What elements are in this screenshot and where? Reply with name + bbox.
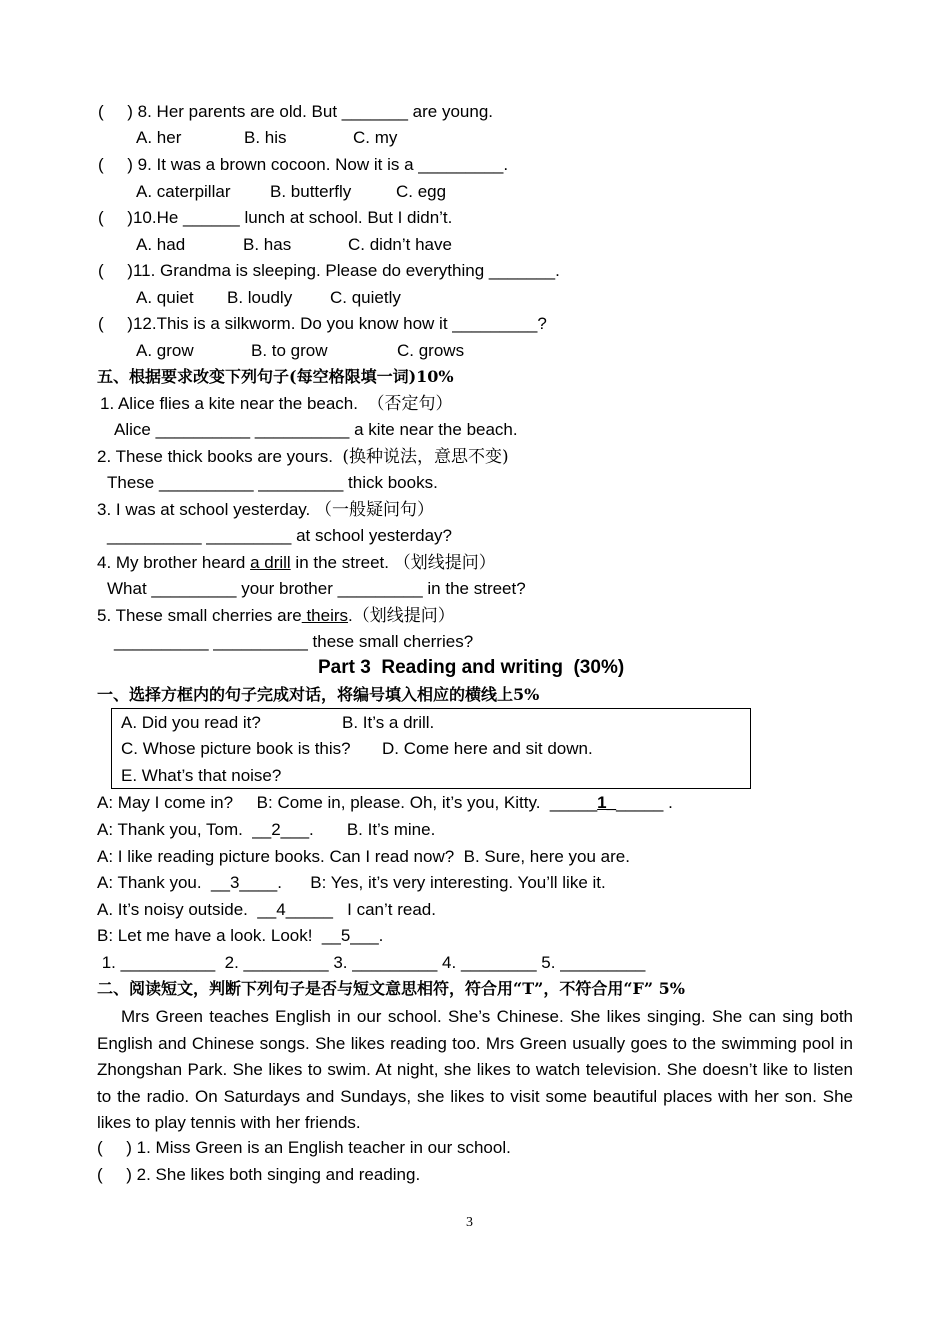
dialog-line-5-text: A. It’s noisy outside. [97,900,258,919]
question-9: ( ) 9. It was a brown cocoon. Now it is a _________. [98,155,509,174]
section-5-title: 五、根据要求改变下列句子(每空格限填一词)10% [97,367,454,386]
box-option-d: D. Come here and sit down. [382,739,593,758]
dialog-line-1-text: A: May I come in? B: Come in, please. Oh, it’s you, Kitty. _____ [97,793,598,812]
transform-2-hint: (换种说法，意思不变) [342,447,509,467]
question-10-option-b: B. has [243,235,292,254]
blank-3: __3____ [211,873,278,892]
transform-1 [100,394,452,414]
transform-4-answer: What _________ your brother _________ in the street? [107,579,526,598]
question-8-option-c: C. my [353,128,398,147]
transform-1-answer: Alice __________ __________ a kite near the beach. [114,420,518,439]
transform-5-hint: （划线提问） [352,606,455,626]
dialog-line-2-text: A: Thank you, Tom. [97,820,253,839]
box-option-a: A. Did you read it? [121,713,261,732]
question-12-option-a: A. grow [136,341,194,360]
dialog-line-6-end: . [378,926,384,945]
true-false-1: ( ) 1. Miss Green is an English teacher in our school. [97,1138,511,1157]
question-8-option-b: B. his [244,128,287,147]
part-3-title: Part 3 Reading and writing (30%) [318,657,625,678]
blank-5: __5___ [321,926,379,945]
dialog-line-4-end: . B: Yes, it’s very interesting. You’ll like it. [277,873,606,892]
question-10-option-a: A. had [136,235,186,254]
transform-5-answer: __________ __________ these small cherries? [114,632,474,651]
question-8: ( ) 8. Her parents are old. But _______ are young. [98,102,494,121]
question-9-option-c: C. egg [396,182,447,201]
transform-4-sentence-end: in the street. [290,553,389,572]
blank-4: __4_____ [257,900,333,919]
dialog-line-1 [97,793,673,813]
transform-3-sentence: 3. I was at school yesterday. [97,500,311,519]
transform-3-answer: __________ _________ at school yesterday? [107,526,453,545]
transform-4-sentence-start: 4. My brother heard [97,553,251,572]
question-10-option-c: C. didn’t have [348,235,452,254]
question-12-option-c: C. grows [397,341,465,360]
transform-5-sentence-end: . [348,606,353,625]
transform-2-sentence: 2. These thick books are yours. [97,447,333,466]
question-8-option-a: A. her [136,128,182,147]
question-11-option-b: B. loudly [227,288,293,307]
transform-4 [97,553,496,573]
part-3-section-2-title: 二、阅读短文，判断下列句子是否与短文意思相符，符合用“T”，不符合用“F” 5% [97,979,685,998]
question-12: ( )12.This is a silkworm. Do you know how it _________? [98,314,547,333]
box-option-e: E. What’s that noise? [121,766,282,785]
transform-5 [97,606,455,626]
question-9-option-b: B. butterfly [270,182,352,201]
transform-5-sentence-start: 5. These small cherries are [97,606,302,625]
question-12-option-b: B. to grow [251,341,328,360]
transform-2-answer: These __________ _________ thick books. [107,473,438,492]
dialog-line-2 [97,820,435,840]
reading-passage: Mrs Green teaches English in our school. She’s Chinese. She likes singing. She can sing both English and Chinese songs. She likes reading too. Mrs Green usually goes to the swimming pool in Zhongshan Park. She likes to swim. At night, she likes to watch television. She doesn’t like to listen to the radio. On Saturdays and Sundays, she likes to visit some beautiful places with her son. She likes to play tennis with her friends. [97,1007,853,1132]
box-option-b: B. It’s a drill. [342,713,435,732]
blank-1: 1_ [597,793,617,812]
transform-1-sentence: 1. Alice flies a kite near the beach. [100,394,358,413]
transform-1-hint: （否定句） [367,394,453,414]
dialog-line-6 [97,926,383,946]
question-11-option-a: A. quiet [136,288,194,307]
dialog-line-2-end: . B. It’s mine. [309,820,436,839]
answer-blanks-row: 1. __________ 2. _________ 3. _________ 4. ________ 5. _________ [97,953,646,972]
transform-4-underlined: a drill [250,553,291,572]
transform-5-underlined: theirs [301,606,349,625]
transform-3-hint: （一般疑问句） [314,500,434,520]
dialog-line-6-text: B: Let me have a look. Look! [97,926,322,945]
dialog-line-5 [97,900,436,920]
dialog-line-3: A: I like reading picture books. Can I read now? B. Sure, here you are. [97,847,630,866]
dialog-line-4 [97,873,606,893]
true-false-2: ( ) 2. She likes both singing and reading. [97,1165,421,1184]
box-option-c: C. Whose picture book is this? [121,739,351,758]
transform-2 [97,447,509,467]
question-11: ( )11. Grandma is sleeping. Please do everything _______. [98,261,560,280]
question-11-option-c: C. quietly [330,288,401,307]
question-10: ( )10.He ______ lunch at school. But I didn’t. [98,208,453,227]
dialog-line-4-text: A: Thank you. [97,873,212,892]
transform-3 [97,500,434,520]
part-3-section-1-title: 一、选择方框内的句子完成对话，将编号填入相应的横线上5% [97,685,540,704]
question-9-option-a: A. caterpillar [136,182,231,201]
dialog-line-5-end: I can’t read. [332,900,436,919]
page-number: 3 [466,1215,473,1230]
dialog-line-1-end: _____ . [616,793,673,812]
blank-2: __2___ [252,820,310,839]
transform-4-hint: （划线提问） [393,553,496,573]
